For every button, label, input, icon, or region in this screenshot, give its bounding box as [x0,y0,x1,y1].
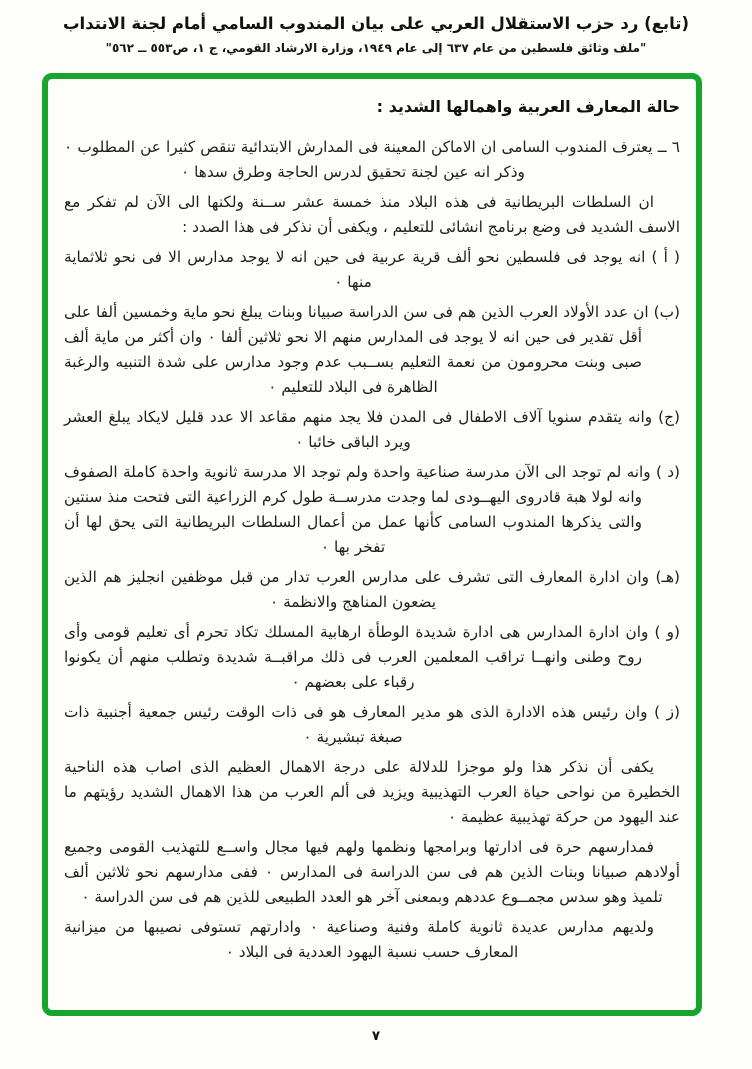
list-item: ٦ ــ يعترف المندوب السامى ان الاماكن المعينة فى المدارش الابتدائية تنقص كثيرا عن المطلوب ٠ وذكر انه عين لجنة تحقيق لدرس الحاجة وطرق سدها ٠ [64,138,680,181]
item-marker: (و ) [648,623,680,641]
list-item: (ز ) وان رئيس هذه الادارة الذى هو مدير المعارف هو فى ذات الوقت رئيس جمعية أجنبية ذات صبغة تبشيرية ٠ [64,703,680,746]
list-item: (هـ) وان ادارة المعارف التى تشرف على مدارس العرب تدار من قبل موظفين انجليز هم الذين يضعون المناهج والانظمة ٠ [64,568,680,611]
list-item: (ج) وانه يتقدم سنويا آلاف الاطفال فى المدن فلا يجد منهم مقاعد الا عدد قليل لايكاد يبلغ العشر ويرد الباقى خائبا ٠ [64,408,680,451]
document-body [64,135,680,965]
page-number: ٧ [371,1028,381,1044]
item-marker: ( أ ) [645,248,680,266]
item-marker: (ب) [648,303,680,321]
item-marker: (ز ) [647,703,680,721]
page-header [0,12,752,55]
paragraph: ان السلطات البريطانية فى هذه البلاد منذ خمسة عشر ســنة ولكنها الى الآن لم تفكر مع الاسف الشديد فى وضع برنامج انشائى للتعليم ، ويكفى أن نذكر فى هذا الصدد : [64,193,680,236]
item-marker: (ج) [652,408,680,426]
list-item: ( أ ) انه يوجد فى فلسطين نحو ألف قرية عربية فى حين انه لا يوجد مدارس الا فى نحو ثلاثماية منها ٠ [64,248,680,291]
section-heading: حالة المعارف العربية واهمالها الشديد : [376,97,680,116]
item-marker: ٦ ــ [652,138,680,156]
highlight-frame [42,73,702,1016]
list-item: (ب) ان عدد الأولاد العرب الذين هم فى سن الدراسة صبيانا وبنات يبلغ نحو ماية وخمسين ألفا على أقل تقدير فى حين انه لا يوجد فى المدارس منهم الا نحو ثلاثين ألفا ٠ وان أكثر من ماية ألف صبى وبنت محرومون من نعمة التعليم بســبب عدم وجود مدارس على شدة التنبيه والرغبة الظاهرة فى البلاد للتعليم ٠ [64,303,680,396]
list-item: (و ) وان ادارة المدارس هى ادارة شديدة الوطأة ارهابية المسلك تكاد تحرم أى تعليم قومى وأى روح وطنى وانهــا تراقب المعلمين العرب فى ذلك مراقبــة شديدة وتطلب منهم أن يكونوا رقباء على بعضهم ٠ [64,623,680,691]
document-title: (تابع) رد حزب الاستقلال العربي على بيان المندوب السامي أمام لجنة الانتداب [62,14,690,33]
paragraph: ولديهم مدارس عديدة ثانوية كاملة وفنية وصناعية ٠ وادارتهم تستوفى نصيبها من ميزانية المعارف حسب نسبة اليهود العددية فى البلاد ٠ [64,918,655,961]
document-source-citation: "ملف وثائق فلسطين من عام ٦٣٧ إلى عام ١٩٤٩، وزارة الارشاد القومي، ج ١، ص٥٥٣ ــ ٥٦٢" [105,41,647,55]
list-item: (د ) وانه لم توجد الى الآن مدرسة صناعية واحدة ولم توجد الا مدرسة ثانوية واحدة كاملة الصفوف وانه لولا هبة قادروى اليهــودى لما وجدت مدرســة طول كرم الزراعية التى فتحت منذ سنتين والتى يذكرها المندوب السامى كأنها عمل من أعمال السلطات البريطانية التى يحق لها أن تفخر بها ٠ [64,463,680,556]
paragraph: فمدارسهم حرة فى ادارتها وبرامجها ونظمها ولهم فيها مجال واســع للتهذيب القومى وجميع أولادهم صبيانا وبنات الذين هم فى سن الدراسة فى المدارس ٠ ففى مدارسهم نحو ثلاثين ألف تلميذ وهو سدس مجمــوع عددهم وبمعنى آخر هو العدد الطبيعى للذين هم فى سن الدراسة ٠ [64,838,680,906]
item-marker: (هـ) [649,568,680,586]
paragraph: يكفى أن نذكر هذا ولو موجزا للدلالة على درجة الاهمال العظيم الذى اصاب هذه الناحية الخطيرة من نواحى حياة العرب التهذيبية ويزيد فى ألم العرب من هذا الاهمال الشديد رؤيتهم ما عند اليهود من حركة تهذيبية عظيمة ٠ [64,758,680,826]
item-marker: (د ) [650,463,680,481]
